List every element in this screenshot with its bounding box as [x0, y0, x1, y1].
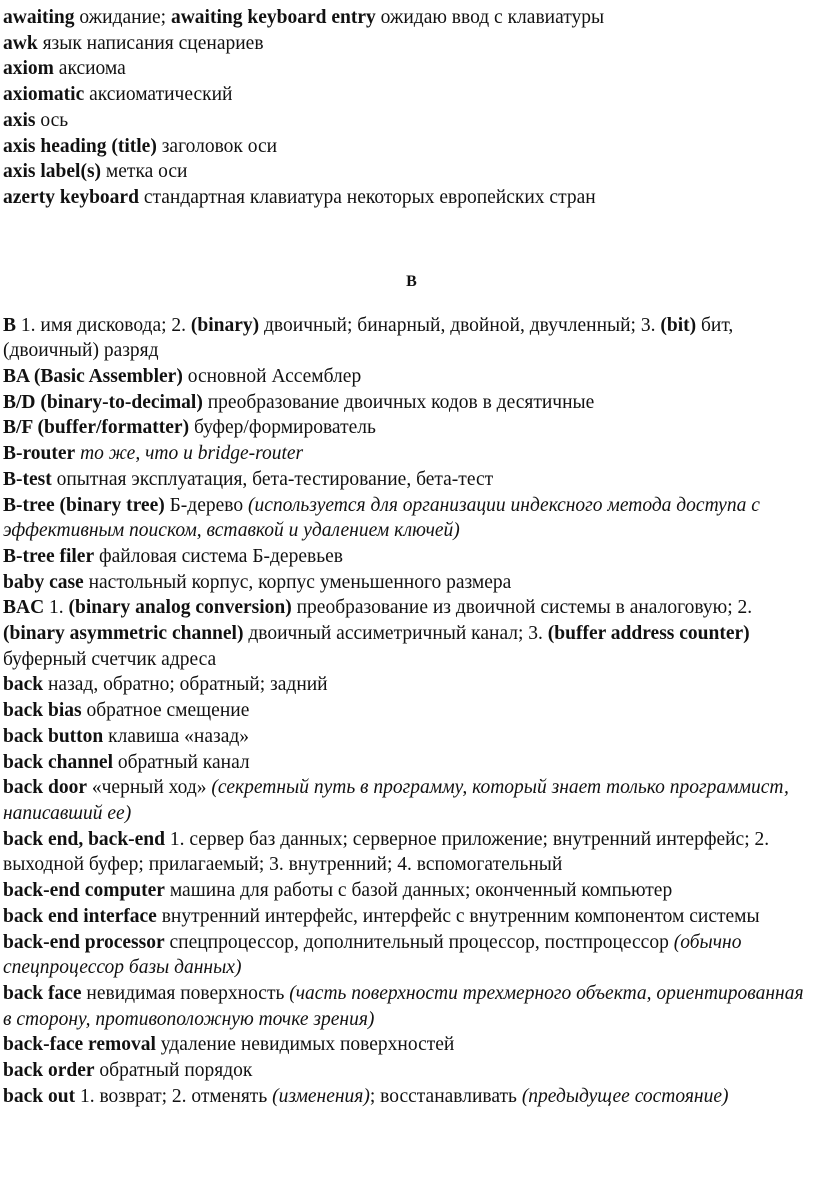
- entry-definition: двоичный ассиметричный канал; 3.: [243, 623, 548, 645]
- entry-term: back-end processor: [3, 931, 165, 953]
- entry-definition: машина для работы с базой данных; оконченный компьютер: [164, 880, 673, 902]
- entry-term: back end interface: [3, 905, 157, 927]
- entry-note: то же, что и bridge-router: [80, 443, 304, 465]
- entry-definition: обратный порядок: [94, 1060, 253, 1082]
- entry-term: awaiting: [3, 7, 75, 28]
- entry-term: azerty keyboard: [3, 186, 139, 208]
- dictionary-entry: [3, 5, 811, 31]
- entry-note: (используется для организации индексного метода доступа с эффективным поиском, вставкой и удалением ключей): [3, 494, 760, 542]
- entry-definition: буфер/формирователь: [189, 417, 376, 439]
- entry-term: (binary analog conversion): [68, 597, 292, 619]
- entry-term: B/D (binary-to-decimal): [3, 391, 203, 413]
- entry-term: B-tree filer: [3, 545, 95, 567]
- entry-definition: обратное смещение: [81, 700, 250, 722]
- entry-term: back-face removal: [3, 1034, 156, 1056]
- entry-note: (часть поверхности трехмерного объекта, ориентированная в сторону, противоположную точке зрения): [3, 982, 804, 1030]
- entry-definition: обратный канал: [112, 751, 250, 773]
- entry-term: axis heading (title): [3, 135, 157, 157]
- entry-term: axis label(s): [3, 161, 102, 183]
- entry-term: back end, back-end: [3, 828, 165, 850]
- entry-definition: настольный корпус, корпус уменьшенного размера: [83, 571, 512, 593]
- entry-definition: файловая система Б-деревьев: [94, 545, 343, 567]
- entry-definition: бит, (двоичный) разряд: [3, 314, 734, 362]
- entry-definition: ожидание;: [74, 7, 171, 28]
- entry-term: B-test: [3, 468, 52, 490]
- dictionary-entry: [3, 878, 811, 904]
- entry-definition: удаление невидимых поверхностей: [155, 1034, 455, 1056]
- entry-definition: преобразование двоичных кодов в десятичные: [202, 391, 595, 413]
- entry-definition: Б-дерево: [164, 494, 248, 516]
- entry-definition: метка оси: [101, 161, 188, 183]
- dictionary-section-b: [3, 313, 816, 1110]
- dictionary-entry: [3, 1032, 811, 1058]
- dictionary-entry: [3, 82, 811, 108]
- entry-term: BA (Basic Assembler): [3, 366, 183, 388]
- entry-definition: ось: [35, 109, 69, 131]
- entry-term: B: [3, 314, 17, 336]
- dictionary-entry: [3, 544, 811, 570]
- dictionary-entry: [3, 724, 811, 750]
- dictionary-entry: [3, 159, 811, 185]
- dictionary-entry: [3, 364, 811, 390]
- dictionary-entry: [3, 750, 811, 776]
- dictionary-entry: [3, 698, 811, 724]
- entry-term: (binary): [190, 314, 260, 336]
- entry-term: back channel: [3, 751, 113, 773]
- dictionary-entry: [3, 930, 811, 981]
- entry-term: axis: [3, 109, 36, 131]
- entry-definition: опытная эксплуатация, бета-тестирование, бета-тест: [51, 468, 494, 490]
- entry-definition: преобразование из двоичной системы в аналоговую; 2.: [291, 597, 753, 619]
- entry-term: back-end computer: [3, 880, 165, 902]
- entry-definition: внутренний интерфейс, интерфейс с внутренним компонентом системы: [156, 905, 760, 927]
- dictionary-entry: [3, 108, 811, 134]
- dictionary-entry: [3, 981, 811, 1032]
- dictionary-entry: [3, 595, 811, 672]
- entry-term: back order: [3, 1060, 95, 1082]
- entry-definition: стандартная клавиатура некоторых европейских стран: [138, 186, 596, 208]
- entry-definition: аксиоматический: [84, 84, 233, 106]
- entry-term: back face: [3, 982, 82, 1004]
- dictionary-entry: [3, 313, 811, 364]
- entry-term: (buffer address counter): [547, 623, 750, 645]
- entry-definition: буферный счетчик адреса: [3, 648, 217, 670]
- entry-term: awk: [3, 32, 38, 54]
- entry-term: B-router: [3, 443, 76, 465]
- dictionary-section-a: [3, 5, 816, 211]
- entry-definition: «черный ход»: [86, 777, 212, 799]
- entry-definition: спецпроцессор, дополнительный процессор, постпроцессор: [164, 931, 674, 953]
- dictionary-entry: [3, 570, 811, 596]
- dictionary-entry: [3, 672, 811, 698]
- entry-term: back out: [3, 1085, 76, 1107]
- section-spacer: [3, 211, 816, 262]
- dictionary-entry: [3, 415, 811, 441]
- entry-term: axiomatic: [3, 84, 85, 106]
- dictionary-entry: [3, 134, 811, 160]
- entry-definition: заголовок оси: [156, 135, 278, 157]
- entry-note: (секретный путь в программу, который знает только программист, написавший ее): [3, 777, 789, 824]
- entry-term: back bias: [3, 700, 82, 722]
- entry-definition: 1. сервер баз данных; серверное приложение; внутренний интерфейс; 2. выходной буфер; прилагаемый; 3. внутренний; 4. вспомогательный: [3, 828, 770, 876]
- section-letter-heading: B: [406, 272, 417, 290]
- entry-term: baby case: [3, 571, 84, 593]
- entry-definition: язык написания сценариев: [37, 32, 264, 54]
- entry-term: awaiting keyboard entry: [170, 7, 376, 28]
- dictionary-entry: [3, 56, 811, 82]
- entry-term: back button: [3, 725, 104, 747]
- dictionary-entry: [3, 904, 811, 930]
- entry-term: B-tree (binary tree): [3, 494, 165, 516]
- entry-definition: 1. возврат; 2. отменять: [75, 1085, 273, 1107]
- dictionary-entry: [3, 1058, 811, 1084]
- entry-definition: основной Ассемблер: [182, 366, 362, 388]
- dictionary-entry: [3, 467, 811, 493]
- entry-definition: невидимая поверхность: [81, 982, 290, 1004]
- dictionary-entry: [3, 185, 811, 211]
- entry-definition: 1. имя дисковода; 2.: [16, 314, 191, 336]
- dictionary-entry: [3, 827, 811, 878]
- entry-definition: аксиома: [53, 58, 126, 80]
- entry-definition: ; восстанавливать: [369, 1085, 522, 1107]
- entry-definition: ожидаю ввод с клавиатуры: [375, 7, 605, 28]
- entry-term: back: [3, 674, 44, 696]
- entry-note: (предыдущее состояние): [521, 1085, 729, 1107]
- dictionary-entry: [3, 441, 811, 467]
- dictionary-entry: [3, 775, 811, 826]
- entry-definition: клавиша «назад»: [103, 725, 250, 747]
- entry-note: (обычно спецпроцессор базы данных): [3, 931, 742, 979]
- dictionary-entry: [3, 493, 811, 544]
- dictionary-entry: [3, 31, 811, 57]
- entry-definition: двоичный; бинарный, двойной, двучленный; 3.: [259, 314, 661, 336]
- entry-term: B/F (buffer/formatter): [3, 417, 190, 439]
- entry-definition: назад, обратно; обратный; задний: [43, 674, 328, 696]
- entry-term: back door: [3, 777, 87, 799]
- dictionary-entry: [3, 390, 811, 416]
- dictionary-entry: [3, 1084, 811, 1110]
- entry-term: BAC: [3, 597, 45, 619]
- entry-term: (binary asymmetric channel): [3, 623, 244, 645]
- entry-term: axiom: [3, 58, 54, 80]
- entry-term: (bit): [660, 314, 697, 336]
- entry-note: (изменения): [272, 1085, 370, 1107]
- entry-definition: 1.: [44, 597, 69, 619]
